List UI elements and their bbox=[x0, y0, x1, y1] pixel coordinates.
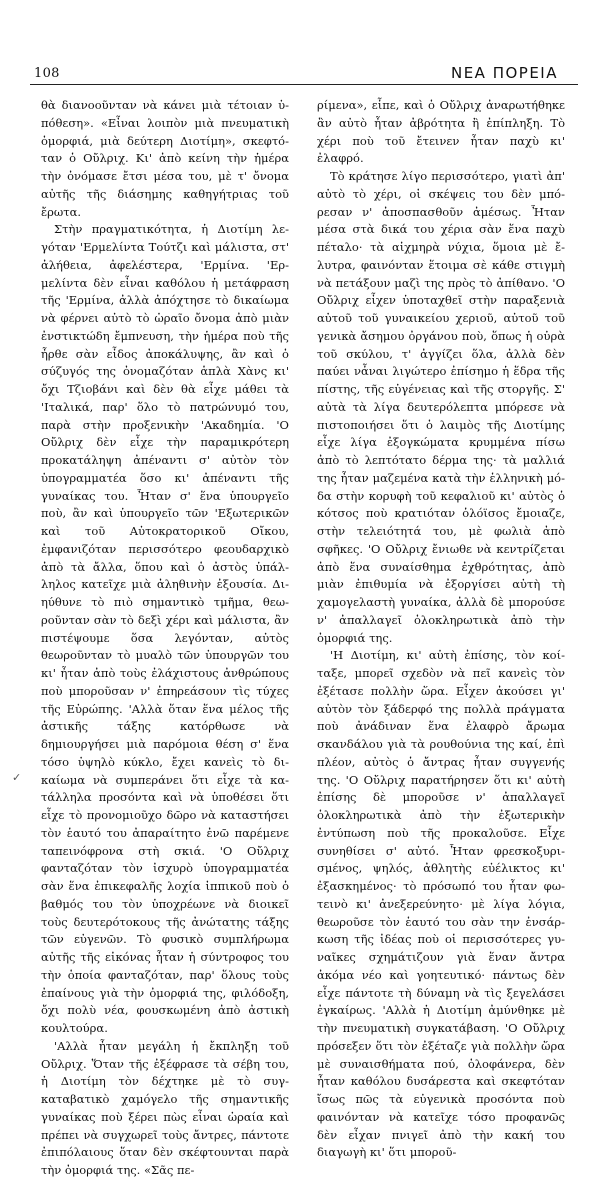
paragraph: 'Αλλὰ ἦταν μεγάλη ἡ ἔκπληξη τοῦ Οὔλριχ. Ὅταν τῆς ἐξέφρασε τὰ σέβη του, ἡ Διοτίμη τὸν δέχτηκε μὲ τὸ συγκαταβατικὸ χαμόγελο τῆς σημαντικῆς γυναίκας ποὺ ξέρει πὼς εἶναι ὡραία καὶ πρέπει νὰ συγχωρεῖ τοὺς ἄντρες, πάντοτε ἐπιπόλαιους ὅταν δὲν σκέφτουνται παρὰ τὴν ὀμορφιά της. «Σᾶς πε- bbox=[41, 1038, 289, 1177]
page-number: 108 bbox=[34, 66, 60, 81]
paragraph: Τὸ κράτησε λίγο περισσότερο, γιατὶ ἀπ' αὐτὸ τὸ χέρι, οἱ σκέψεις του δὲν μπόρεσαν ν' ἀποσπασθοῦν ἀμέσως. Ἦταν μέσα στὰ δικά του χέρια σὰν ἕνα παχὺ πέταλο· τὰ αἰχμηρὰ νύχια, ὅμοια μὲ ἔλυτρα, φαινόνταν ἕτοιμα σὲ κάθε στιγμὴ νὰ πετάξουν μαζὶ της πρὸς τὸ ἀπίθανο. 'Ο Οὔλριχ εἶχεν ὑποταχθεῖ στὴν παραξενιὰ αὐτοῦ τοῦ γυναικείου χεριοῦ, αὐτοῦ τοῦ γενικὰ ἄσημου ὀργάνου ποὺ, ὅπως ἡ οὐρὰ τοῦ σκύλου, τ' ἀγγίζει ὅλα, ἀλλὰ δὲν παύει νἆναι λιγώτερο ἐπίσημο ἡ ἕδρα τῆς πίστης, τῆς εὐγένειας καὶ τῆς στοργῆς. Σ' αὐτὰ τὰ λίγα δευτερόλεπτα μπόρεσε νὰ πιστοποιήσει ὅτι ὁ λαιμὸς τῆς Διοτίμης εἶχε λίγα ἐξογκώματα κρυμμένα πίσω ἀπὸ τὸ λεπτότατο δέρμα της· τὰ μαλλιά της ἦταν μαζεμένα κατὰ τὴν ἑλληνικὴ μόδα στὴν κορυφὴ τοῦ κεφαλιοῦ κι' αὐτὸς ὁ κότσος ποὺ κρατιόταν ὁλόϊσος ἔμοιαζε, στὴν τελειότητά του, μὲ φωλιὰ ἀπὸ σφῆκες. 'Ο Οὔλριχ ἔνιωθε νὰ κεντρίζεται ἀπὸ ἕνα συναίσθημα ἐχθρότητας, ἀπὸ μιὰν ἐπιθυμία νὰ ἐξοργίσει αὐτὴ τὴ χαμογελαστὴ γυναίκα, ἀλλὰ δὲ μπορούσε ν' ἀπαλλαγεῖ ὁλοκληρωτικὰ ἀπὸ τὴν ὀμορφιά της. bbox=[317, 169, 565, 645]
header-rule bbox=[30, 84, 578, 85]
pencil-check-mark-icon: ✓ bbox=[12, 771, 22, 784]
paragraph: ρίμενα», εἶπε, καὶ ὁ Οὔλριχ ἀναρωτήθηκε ἂν αὐτὸ ἦταν ἀβρότητα ἢ ἐπίπληξη. Τὸ χέρι ποὺ τοῦ ἔτεινεν ἦταν παχὺ κι' ἐλαφρό. bbox=[317, 98, 565, 166]
left-column bbox=[41, 97, 289, 1177]
running-title: ΝΕΑ ΠΟΡΕΙΑ bbox=[450, 64, 558, 82]
paragraph: θὰ διανοοῦνταν νὰ κάνει μιὰ τέτοιαν ὑπόθεση». «Εἶναι λοιπὸν μιὰ πνευματικὴ ὁμορφιά, μιὰ δεύτερη Διοτίμη», σκεφτόταν ὁ Οὔλριχ. Κι' ἀπὸ κείνη τὴν ἡμέρα τὴν ὀνόμασε ἔτσι μέσα του, μὲ τ' ὄνομα αὐτῆς τῆς διάσημης καθηγήτριας τοῦ ἔρωτα. bbox=[41, 98, 289, 219]
paragraph: Στὴν πραγματικότητα, ἡ Διοτίμη λεγόταν 'Ερμελίντα Τούτζι καὶ μάλιστα, στ' ἀλήθεια, ἀφελέστερα, 'Ερμίνα. 'Ερμελίντα δὲν εἶναι καθόλου ἡ μετάφραση τῆς 'Ερμίνα, ἀλλὰ ἀπόχτησε τὸ δικαίωμα νὰ φέρνει αὐτὸ τὸ ὡραῖο ὄνομα ἀπὸ μιὰν ἐνστικτώδη ἔμπνευση, τὴν ἡμέρα ποὺ τῆς ἦρθε σὰν εἶδος ἀποκάλυψης, ἂν καὶ ὁ σύζυγός της ὀνομαζόταν ἁπλὰ Χὰνς κι' ὄχι Τζιοβάνι καὶ δὲν θὰ εἶχε μάθει τὰ 'Ιταλικά, παρ' ὅλο τὸ πατρώνυμό του, παρὰ στὴν προξενικὴν 'Ακαδημία. 'Ο Οὔλριχ δὲν εἶχε τὴν παραμικρότερη προκατάληψη ἀπέναντι σ' αὐτὸν τὸν ὑπογραμματέα ὅσο κι' ἀπέναντι τῆς γυναίκας του. Ἦταν σ' ἕνα ὑπουργεῖο ποὺ, ἂν καὶ ὑπουργεῖο τῶν 'Εξωτερικῶν καὶ τοῦ Αὐτοκρατορικοῦ Οἴκου, ἐμφανιζόταν περισσότερο φεουδαρχικὸ ἀπὸ τὰ ἄλλα, ὅπου καὶ ὁ ἀστὸς ὑπάλληλος κατεῖχε μιὰ ἀληθινὴν ἐξουσία. Διηύθυνε τὸ πιὸ σημαντικὸ τμῆμα, θεωροῦνταν σὰν τὸ δεξὶ χέρι καὶ μάλιστα, ἂν πιστέψουμε ὅσα λεγόνταν, αὐτὸς θεωροῦνταν τὸ μυαλὸ τῶν ὑπουργῶν του κι' ἦταν ἀπὸ τοὺς ἐλάχιστους ἀνθρώπους ποὺ μποροῦσαν ν' ἐπηρεάσουν τὶς τύχες τῆς Εὐρώπης. 'Αλλὰ ὅταν ἕνα μέλος τῆς ἀστικῆς τάξης κατόρθωσε νὰ δημιουργήσει μιὰ παρόμοια θέση σ' ἕνα τόσο ὑψηλὸ κύκλο, ἔχει κανεὶς τὸ δικαίωμα νὰ συμπεράνει ὅτι εἶχε τὰ κατάλληλα προσόντα καὶ νὰ ὑποθέσει ὅτι εἶχε τὸ προνομιοῦχο δῶρο νὰ καταστήσει τὸν ἑαυτό του ἀπαραίτητο ἐνῶ παρέμενε ταπεινόφρονα στὴ σκιά. 'Ο Οὔλριχ φανταζόταν τὸν ἰσχυρὸ ὑπογραμματέα σὰν ἕνα ἐπικεφαλῆς λοχία ἱππικοῦ ποὺ ὁ βαθμός του τὸν ὑποχρέωνε νὰ διοικεῖ τοὺς δευτερότοκους τῆς ἀνώτατης τάξης τῶν εὐγενῶν. Τὸ φυσικὸ συμπλήρωμα αὐτῆς τῆς εἰκόνας ἦταν ἡ σύντροφος του τὴν ὁποία φανταζόταν, παρ' ὅλους τοὺς ἐπαίνους γιὰ τὴν ὀμορφιά της, φιλόδοξη, ὄχι πολὺ νέα, φουσκωμένη ἀπὸ ἀστικὴ κουλτούρα. bbox=[41, 222, 289, 1035]
paragraph: 'Η Διοτίμη, κι' αὐτὴ ἐπίσης, τὸν κοίταξε, μπορεῖ σχεδὸν νὰ πεῖ κανεὶς τὸν ἐξέτασε πολλὴν ὥρα. Εἶχεν ἀκούσει γι' αὐτὸν τὸν ξάδερφό της πολλὰ πράγματα ποὺ ἀνάδιναν ἕνα ἐλαφρὸ ἄρωμα σκανδάλου γιὰ τὰ ρουθούνια της καί, ἐπὶ πλέον, αὐτὸς ὁ ἄντρας ἦταν συγγενής της. 'Ο Οὔλριχ παρατήρησεν ὅτι κι' αὐτὴ ἐπίσης δὲ μποροῦσε ν' ἀπαλλαγεῖ ὁλοκληρωτικὰ ἀπὸ τὴν ἐξωτερικὴν ἐντύπωση ποὺ τῆς προκαλοῦσε. Εἶχε συνηθίσει σ' αὐτό. Ἦταν φρεσκοξυρισμένος, ψηλός, ἀθλητὴς εὐέλικτος κι' ἐξασκημένος· τὸ πρόσωπό του ἦταν φωτεινὸ κι' ἀνεξερεύνητο· μὲ λίγα λόγια, θεωροῦσε τὸν ἑαυτό του σὰν την ἐνσάρκωση τῆς ἰδέας ποὺ οἱ περισσότερες γυναῖκες σχημάτιζουν γιὰ ἕναν ἄντρα ἀκόμα νέο καὶ γοητευτικό· πάντως δὲν εἶχε πάντοτε τὴ δύναμη νὰ τὶς ξεγελάσει ἐγκαίρως. 'Αλλὰ ἡ Διοτίμη ἀμύνθηκε μὲ τὴν πνευματικὴ συγκατάβαση. 'Ο Οὔλριχ πρόσεξεν ὅτι τὸν ἐξέταζε γιὰ πολλὴν ὥρα μὲ συναισθήματα πού, ὁλοφάνερα, δὲν ἦταν καθόλου δυσάρεστα καὶ σκεφτόταν ἴσως πῶς τὰ εὐγενικὰ προσόντα ποὺ φαινόνταν νὰ κατεῖχε τόσο προφανῶς δὲν εἶχαν πνιγεῖ ἀπὸ τὴν κακή του διαγωγὴ κι' ὅτι μποροῦ- bbox=[317, 648, 565, 1160]
right-column bbox=[317, 97, 565, 1160]
